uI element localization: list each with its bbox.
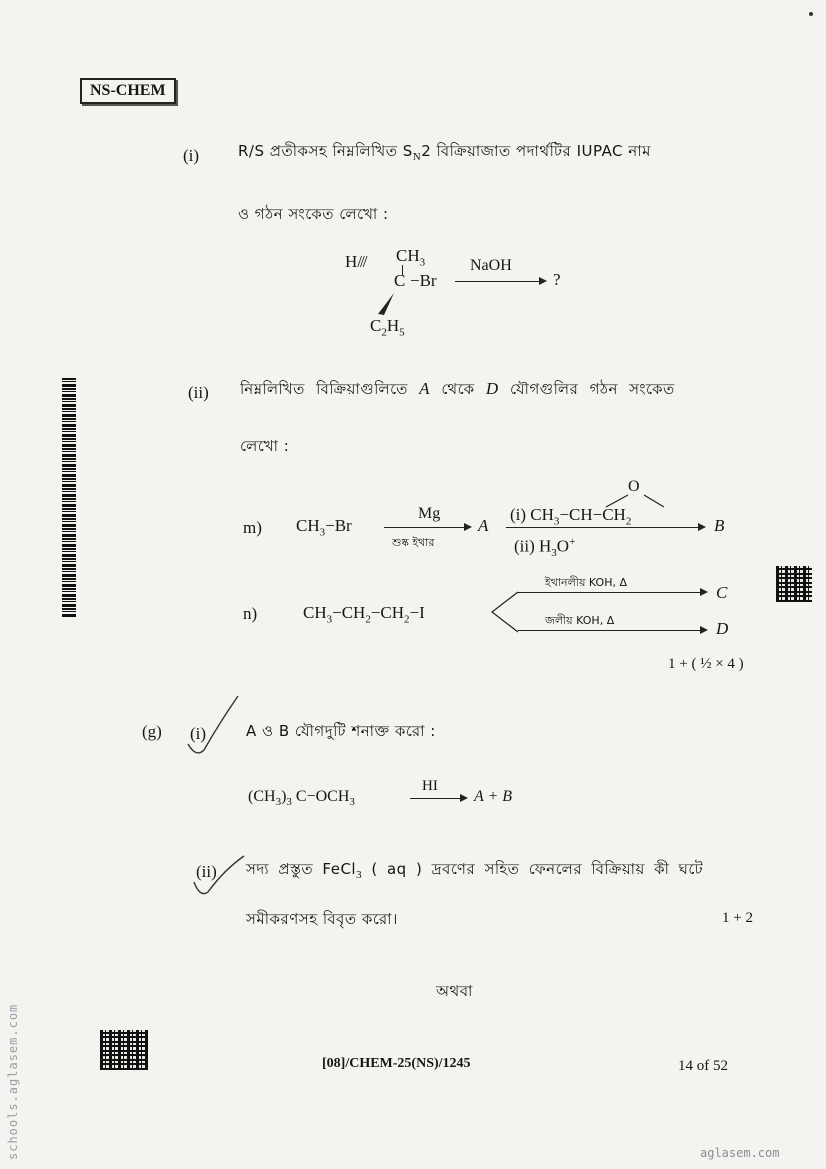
reaction-n-label: n)	[243, 604, 258, 623]
rx-i-product: ?	[553, 270, 561, 289]
rx-i-ethyl: $C_2H_5$	[370, 316, 405, 339]
footer-qr-code	[100, 1030, 148, 1070]
rx-i-bromine: −Br	[410, 271, 437, 290]
reaction-n-product-c: C	[716, 583, 728, 602]
question-g-i-number: (i)	[190, 724, 207, 743]
reaction-m-step2: (ii) $H_3O^+$	[514, 536, 576, 560]
reaction-n-reagent-bottom: জলীয় KOH, Δ	[545, 614, 615, 627]
reaction-n-product-d: D	[716, 619, 729, 638]
reaction-m-product-b: B	[714, 516, 725, 535]
side-watermark: schools.aglasem.com	[6, 1003, 20, 1160]
rx-i-hydrogen: H///	[345, 252, 366, 271]
reaction-m-step1: (i) $CH_3-CH-CH_2$	[510, 505, 632, 528]
question-ii-line1: নিম্নলিখিত বিক্রিয়াগুলিতে A থেকে D যৌগগুলির গঠন সংকেত	[240, 379, 675, 398]
question-g-ii-line2: সমীকরণসহ বিবৃত করো।	[246, 910, 398, 928]
tick-mark-icon	[182, 692, 242, 762]
rx-i-methyl: $CH_3$	[396, 246, 426, 269]
question-i-line2: ও গঠন সংকেত লেখো :	[238, 205, 389, 223]
reaction-n-branch	[490, 590, 520, 634]
reaction-m-product-a: A	[478, 516, 489, 535]
question-i-number: (i)	[183, 146, 200, 165]
rx-i-arrow	[455, 281, 545, 282]
footer-page-number: 14 of 52	[678, 1058, 728, 1074]
reaction-m-arrow1	[384, 527, 470, 528]
reaction-n-reactant: $CH_3-CH_2-CH_2-I$	[303, 603, 425, 626]
question-g-marks: 1 + 2	[722, 910, 753, 926]
reaction-n-reagent-top: ইথানলীয় KOH, Δ	[545, 576, 627, 589]
question-i-line1: R/S প্রতীকসহ নিম্নলিখিত $S_N2$ বিক্রিয়াজাত পদার্থটির IUPAC নাম	[238, 142, 651, 163]
reaction-m-label: m)	[243, 518, 262, 537]
rx-i-reagent: NaOH	[470, 257, 512, 274]
paper-code-header: NS-CHEM	[80, 78, 176, 104]
question-g-i-arrow	[410, 798, 466, 799]
question-g-i-products: A + B	[474, 788, 513, 805]
tick-mark-icon	[190, 852, 250, 902]
barcode	[62, 378, 76, 618]
reaction-m-reagent-above: Mg	[418, 505, 441, 522]
question-ii-number: (ii)	[188, 383, 209, 402]
side-qr-code	[776, 566, 812, 602]
wedge-bond	[376, 292, 396, 316]
question-g-ii-number: (ii)	[196, 862, 217, 881]
or-divider: অথবা	[436, 982, 473, 1000]
reaction-m-reagent-below: শুষ্ক ইথার	[392, 536, 435, 549]
epoxide-oxygen: O	[628, 478, 640, 495]
question-g-i-reactant: $(CH_3)_3$ $C-OCH_3$	[248, 788, 355, 809]
scan-dot	[809, 12, 813, 16]
question-g-i-text: A ও B যৌগদুটি শনাক্ত করো :	[246, 722, 436, 740]
footer-watermark: aglasem.com	[700, 1146, 780, 1160]
question-ii-marks: 1 + ( ½ × 4 )	[668, 656, 744, 672]
footer-paper-code: [08]/CHEM-25(NS)/1245	[322, 1056, 471, 1071]
reaction-m-arrow2	[506, 527, 704, 528]
question-g-i-reagent: HI	[422, 778, 438, 794]
reaction-m-reactant: $CH_3-Br$	[296, 516, 352, 539]
rx-i-carbon: C	[394, 271, 406, 290]
question-g-label: (g)	[142, 722, 162, 741]
question-ii-line2: লেখো :	[240, 437, 290, 455]
question-g-ii-line1: সদ্য প্রস্তুত FeCl$_3$ ( aq ) দ্রবণের সহিত ফেনলের বিক্রিয়ায় কী ঘটে	[246, 860, 704, 881]
